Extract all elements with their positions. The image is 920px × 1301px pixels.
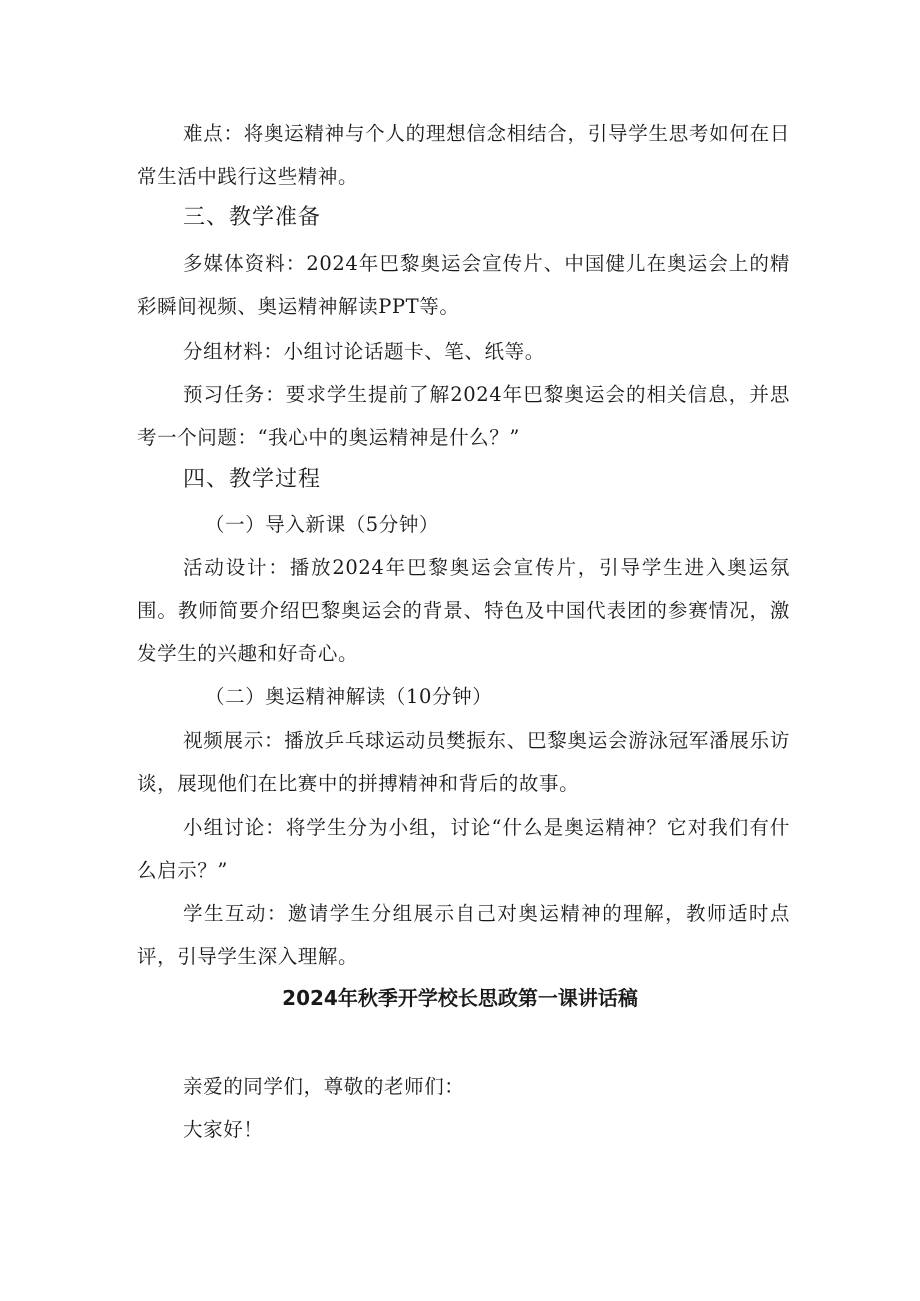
paragraph-student-interaction: 学生互动：邀请学生分组展示自己对奥运精神的理解，教师适时点评，引导学生深入理解。 xyxy=(137,902,790,968)
paragraph-activity-design: 活动设计：播放2024年巴黎奥运会宣传片，引导学生进入奥运氛围。教师简要介绍巴黎奥运会的背景、特色及中国代表团的参赛情况，激发学生的兴趣和好奇心。 xyxy=(137,556,790,665)
heading-teaching-process: 四、教学过程 xyxy=(183,467,322,492)
greeting-line: 亲爱的同学们，尊敬的老师们： xyxy=(183,1075,465,1098)
paragraph-difficulty: 难点：将奥运精神与个人的理想信念相结合，引导学生思考如何在日常生活中践行这些精神。 xyxy=(137,122,790,188)
paragraph-video-display: 视频展示：播放乒乓球运动员樊振东、巴黎奥运会游泳冠军潘展乐访谈，展现他们在比赛中的拼搏精神和背后的故事。 xyxy=(137,729,790,795)
subheading-olympic-spirit: （二）奥运精神解读（10分钟） xyxy=(205,685,493,708)
hello-line: 大家好！ xyxy=(183,1118,264,1141)
paragraph-preview-task: 预习任务：要求学生提前了解2024年巴黎奥运会的相关信息，并思考一个问题：“我心中的奥运精神是什么？” xyxy=(137,383,790,449)
heading-teaching-preparation: 三、教学准备 xyxy=(183,205,322,230)
subheading-introduction: （一）导入新课（5分钟） xyxy=(205,513,440,536)
paragraph-group-materials: 分组材料：小组讨论话题卡、笔、纸等。 xyxy=(183,340,545,363)
speech-title: 2024年秋季开学校长思政第一课讲话稿 xyxy=(282,986,638,1010)
paragraph-group-discussion: 小组讨论：将学生分为小组，讨论“什么是奥运精神？它对我们有什么启示？” xyxy=(137,816,790,882)
paragraph-multimedia-materials: 多媒体资料：2024年巴黎奥运会宣传片、中国健儿在奥运会上的精彩瞬间视频、奥运精神解读PPT等。 xyxy=(137,252,790,318)
